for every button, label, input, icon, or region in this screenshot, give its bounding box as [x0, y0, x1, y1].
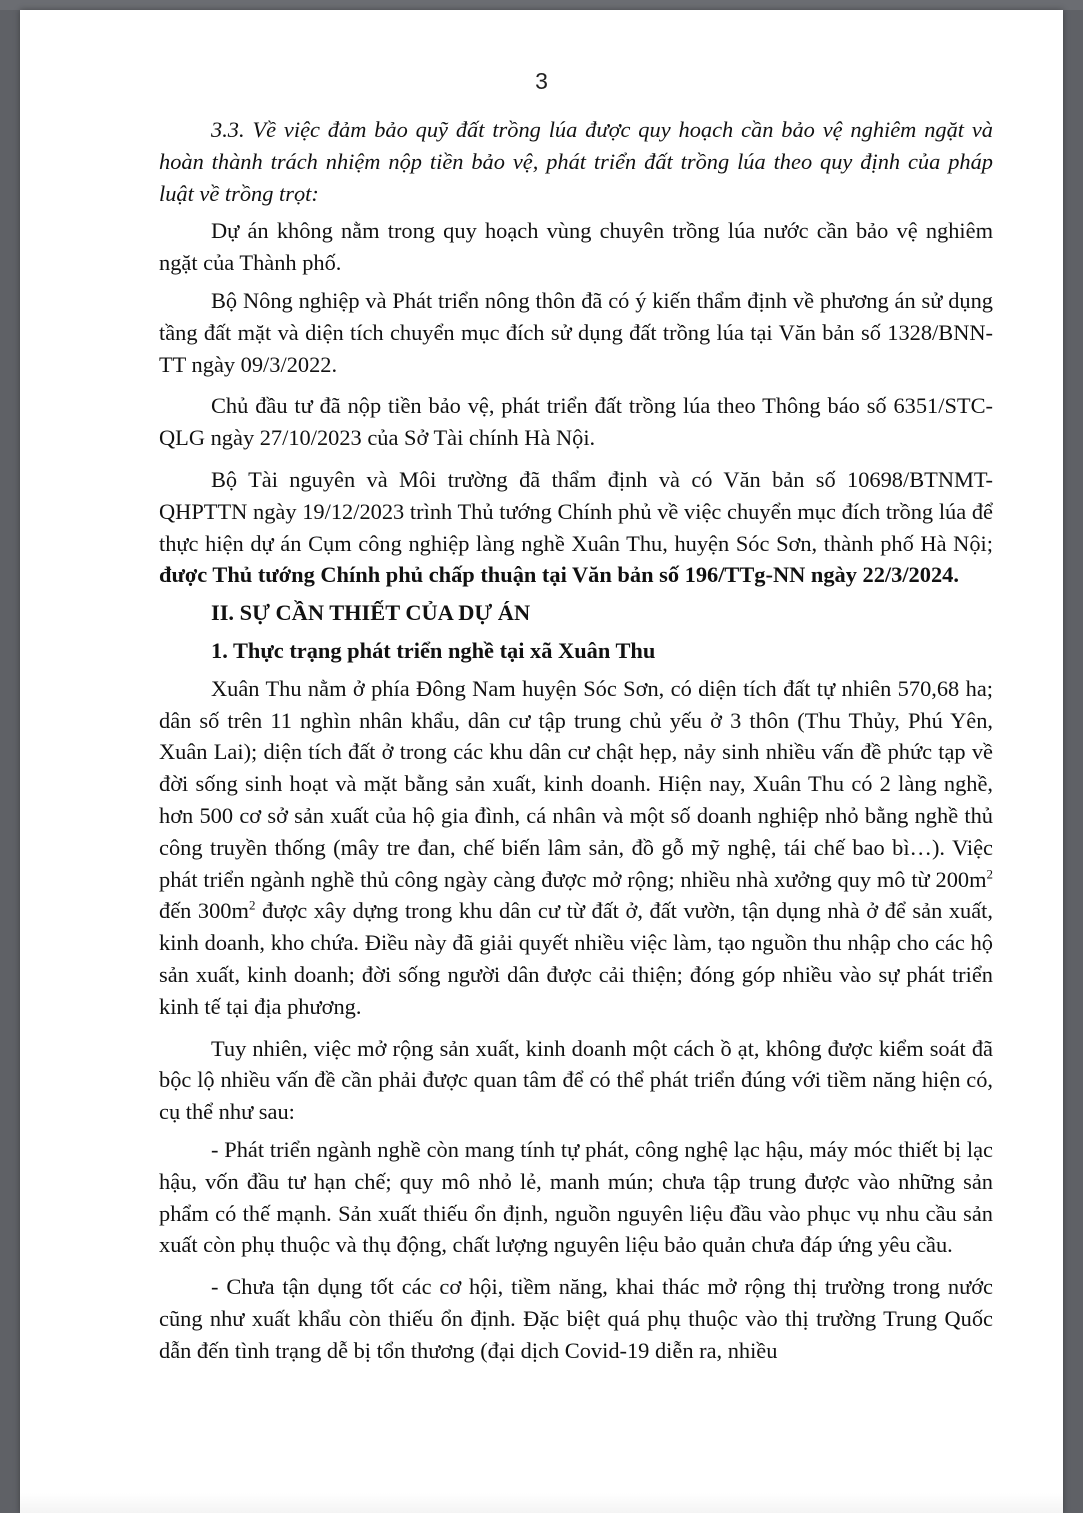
paragraph-text: Bộ Tài nguyên và Môi trường đã thẩm định và có Văn bản số 10698/BTNMT-QHPTTN ngày 19/12/2023 trình Thủ tướng Chính phủ về việc chuyển mục đích trồng lúa để thực hiện dự án Cụm công nghiệp làng nghề Xuân Thu, huyện Sóc Sơn, thành phố Hà Nội;: [159, 466, 993, 556]
section-3-3-heading: 3.3. Về việc đảm bảo quỹ đất trồng lúa được quy hoạch cần bảo vệ nghiêm ngặt và hoàn thành trách nhiệm nộp tiền bảo vệ, phát triển đất trồng lúa theo quy định của pháp luật về trồng trọt:: [159, 117, 993, 206]
paragraph: - Phát triển ngành nghề còn mang tính tự phát, công nghệ lạc hậu, máy móc thiết bị lạc hậu, vốn đầu tư hạn chế; quy mô nhỏ lẻ, manh mún; chưa tập trung được vào những sản phẩm có thế mạnh. Sản xuất thiếu ổn định, nguồn nguyên liệu đầu vào phục vụ nhu cầu sản xuất còn phụ thuộc và thụ động, chất lượng nguyên liệu bảo quản chưa đáp ứng yêu cầu.: [159, 1136, 993, 1258]
paragraph: [159, 464, 993, 591]
paragraph: Bộ Nông nghiệp và Phát triển nông thôn đã có ý kiến thẩm định về phương án sử dụng tầng đất mặt và diện tích chuyển mục đích sử dụng đất trồng lúa tại Văn bản số 1328/BNN-TT ngày 09/3/2022.: [159, 287, 993, 377]
page-number: 3: [535, 68, 548, 94]
paragraph-text: Xuân Thu nằm ở phía Đông Nam huyện Sóc Sơn, có diện tích đất tự nhiên 570,68 ha; dân số trên 11 nghìn nhân khẩu, dân cư tập trung chủ yếu ở 3 thôn (Thu Thủy, Phú Yên, Xuân Lai); diện tích đất ở trong các khu dân cư chật hẹp, nảy sinh nhiều vấn đề phức tạp về đời sống sinh hoạt và mặt bằng sản xuất, kinh doanh. Hiện nay, Xuân Thu có 2 làng nghề, hơn 500 cơ sở sản xuất của hộ gia đình, cá nhân và một số doanh nghiệp nhỏ bằng nghề thủ công truyền thống (mây tre đan, chế biến lâm sản, đồ gỗ mỹ nghệ, tái chế bao bì…). Việc phát triển ngành nghề thủ công ngày càng được mở rộng; nhiều nhà xưởng quy mô từ 200m: [159, 675, 993, 892]
paragraph-bold-text: được Thủ tướng Chính phủ chấp thuận tại Văn bản số 196/TTg-NN ngày 22/3/2024.: [159, 562, 959, 588]
superscript: 2: [986, 866, 993, 882]
superscript: 2: [248, 897, 256, 913]
viewer-background: [0, 0, 1083, 10]
subsection-1-heading: 1. Thực trạng phát triển nghề tại xã Xuân Thu: [211, 637, 656, 663]
paragraph-text: được xây dựng trong khu dân cư từ đất ở, đất vườn, tận dụng nhà ở để sản xuất, kinh doanh, kho chứa. Điều này đã giải quyết nhiều việc làm, tạo nguồn thu nhập cho các hộ sản xuất, kinh doanh; đời sống người dân được cải thiện; đóng góp nhiều vào sự phát triển kinh tế tại địa phương.: [159, 898, 993, 1019]
paragraph: Chủ đầu tư đã nộp tiền bảo vệ, phát triển đất trồng lúa theo Thông báo số 6351/STC-QLG ngày 27/10/2023 của Sở Tài chính Hà Nội.: [159, 393, 993, 451]
paragraph: Tuy nhiên, việc mở rộng sản xuất, kinh doanh một cách ồ ạt, không được kiểm soát đã bộc lộ nhiều vấn đề cần phải được quan tâm để có thể phát triển đúng với tiềm năng hiện có, cụ thể như sau:: [159, 1035, 993, 1125]
document-body: [159, 114, 993, 1366]
paragraph: - Chưa tận dụng tốt các cơ hội, tiềm năng, khai thác mở rộng thị trường trong nước cũng như xuất khẩu còn thiếu ổn định. Đặc biệt quá phụ thuộc vào thị trường Trung Quốc dẫn đến tình trạng dễ bị tổn thương (đại dịch Covid-19 diễn ra, nhiều: [159, 1274, 993, 1363]
document-page: [20, 10, 1063, 1513]
paragraph: [159, 673, 993, 1023]
page-bottom-shadow: [20, 1493, 1063, 1513]
paragraph: Dự án không nằm trong quy hoạch vùng chuyên trồng lúa nước cần bảo vệ nghiêm ngặt của Thành phố.: [159, 218, 993, 276]
paragraph-text: đến 300m: [159, 898, 249, 924]
section-ii-heading: II. SỰ CẦN THIẾT CỦA DỰ ÁN: [211, 600, 531, 626]
